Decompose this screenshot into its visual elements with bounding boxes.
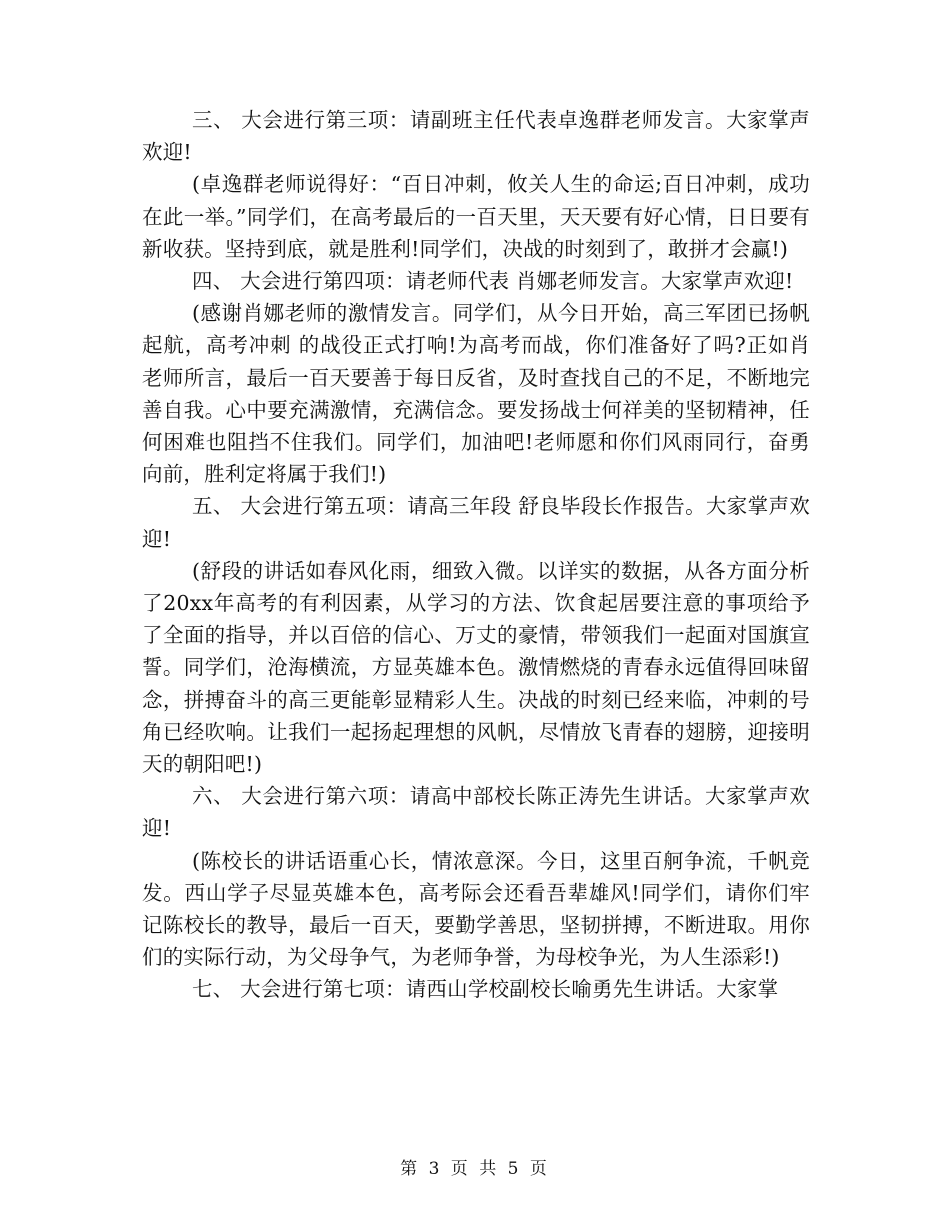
paragraph-commentary-4: (感谢肖娜老师的激情发言。同学们，从今日开始，高三军团已扬帆起航，高考冲刺 的战役正式打响!为高考而战，你们准备好了吗?正如肖老师所言，最后一百天要善于每日反省，及时查找自己的不足，不断地完善自我。心中要充满激情，充满信念。要发扬战士何祥美的坚韧精神，任何困难也阻挡不住我们。同学们，加油吧!老师愿和你们风雨同行，奋勇向前，胜利定将属于我们!) [142,301,810,487]
paragraph-item-7: 七、 大会进行第七项：请西山学校副校长喻勇先生讲话。大家掌 [192,977,779,1002]
paragraph-commentary-5: (舒段的讲话如春风化雨，细致入微。以详实的数据，从各方面分析了20xx年高考的有利因素，从学习的方法、饮食起居要注意的事项给予了全面的指导，并以百倍的信心、万丈的豪情，带领我们一起面对国旗宣誓。同学们，沧海横流，方显英雄本色。激情燃烧的青春永远值得回味留念，拼搏奋斗的高三更能彰显精彩人生。决战的时刻已经来临，冲刺的号角已经吹响。让我们一起扬起理想的风帆，尽情放飞青春的翅膀，迎接明天的朝阳吧!) [142,558,810,777]
paragraph-item-4: 四、 大会进行第四项：请老师代表 肖娜老师发言。大家掌声欢迎! [192,269,794,294]
document-body [142,104,810,1006]
paragraph-item-3: 三、 大会进行第三项：请副班主任代表卓逸群老师发言。大家掌声欢迎! [142,108,810,165]
paragraph-commentary-3: (卓逸群老师说得好：“百日冲刺，攸关人生的命运;百日冲刺，成功在此一举。”同学们，在高考最后的一百天里，天天要有好心情，日日要有新收获。坚持到底，就是胜利!同学们，决战的时刻到了，敢拼才会赢!) [142,172,810,261]
page-footer: 第 3 页 共 5 页 [400,1159,550,1179]
paragraph-item-6: 六、 大会进行第六项：请高中部校长陈正涛先生讲话。大家掌声欢迎! [142,784,810,841]
paragraph-item-5: 五、 大会进行第五项：请高三年段 舒良毕段长作报告。大家掌声欢迎! [142,494,810,551]
paragraph-commentary-6: (陈校长的讲话语重心长，情浓意深。今日，这里百舸争流，千帆竞发。西山学子尽显英雄本色，高考际会还看吾辈雄风!同学们，请你们牢记陈校长的教导，最后一百天，要勤学善思，坚韧拼搏，不断进取。用你们的实际行动，为父母争气，为老师争誉，为母校争光，为人生添彩!) [142,848,810,970]
